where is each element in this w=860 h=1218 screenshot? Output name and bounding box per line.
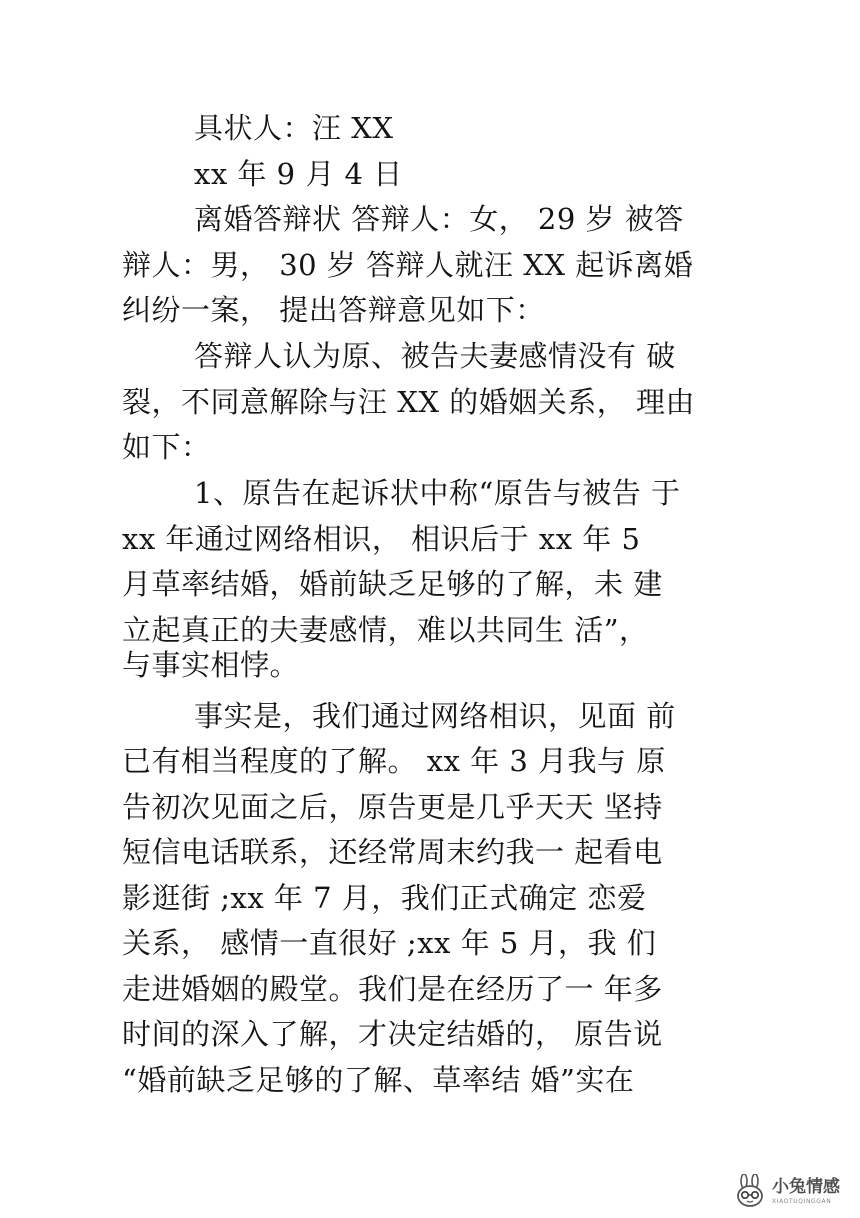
paragraph-line: 纠纷一案， 提出答辩意见如下： [122,293,545,327]
paragraph-line: “婚前缺乏足够的了解、草率结 婚”实在 [122,1063,635,1097]
paragraph-line: 时间的深入了解，才决定结婚的， 原告说 [122,1017,663,1051]
paragraph-line: 立起真正的夫妻感情，难以共同生 活”， [122,613,649,647]
paragraph-line: 告初次见面之后，原告更是几乎天天 坚持 [122,790,663,824]
paragraph-line: 答辩人认为原、被告夫妻感情没有 破 [194,339,676,373]
rabbit-logo-icon [732,1174,768,1210]
signer-line: 具状人：汪 XX [194,111,394,145]
paragraph-line: 如下： [122,430,211,464]
watermark-subtitle: XIAOTUQINGGAN [772,1198,832,1205]
paragraph-line: 裂，不同意解除与汪 XX 的婚姻关系， 理由 [122,385,695,419]
paragraph-line: 短信电话联系，还经常周末约我一 起看电 [122,835,663,869]
paragraph-line: 关系， 感情一直很好 ;xx 年 5 月，我 们 [122,926,657,960]
paragraph-line: 辩人：男， 30 岁 答辩人就汪 XX 起诉离婚 [122,248,694,282]
paragraph-line: 月草率结婚，婚前缺乏足够的了解，未 建 [122,567,663,601]
paragraph-line: 与事实相悖。 [122,648,300,682]
watermark-title: 小兔情感 [772,1177,840,1197]
paragraph-line: 1、原告在起诉状中称“原告与被告 于 [194,476,681,510]
date-line: xx 年 9 月 4 日 [194,157,403,191]
paragraph-line: 已有相当程度的了解。 xx 年 3 月我与 原 [122,744,666,778]
paragraph-line: 走进婚姻的殿堂。我们是在经历了一 年多 [122,972,663,1006]
paragraph-line: 影逛街 ;xx 年 7 月，我们正式确定 恋爱 [122,881,647,915]
paragraph-line: 事实是，我们通过网络相识，见面 前 [194,699,676,733]
paragraph-line: 离婚答辩状 答辩人：女， 29 岁 被答 [194,202,684,236]
watermark [732,1170,850,1214]
paragraph-line: xx 年通过网络相识， 相识后于 xx 年 5 [122,522,641,556]
